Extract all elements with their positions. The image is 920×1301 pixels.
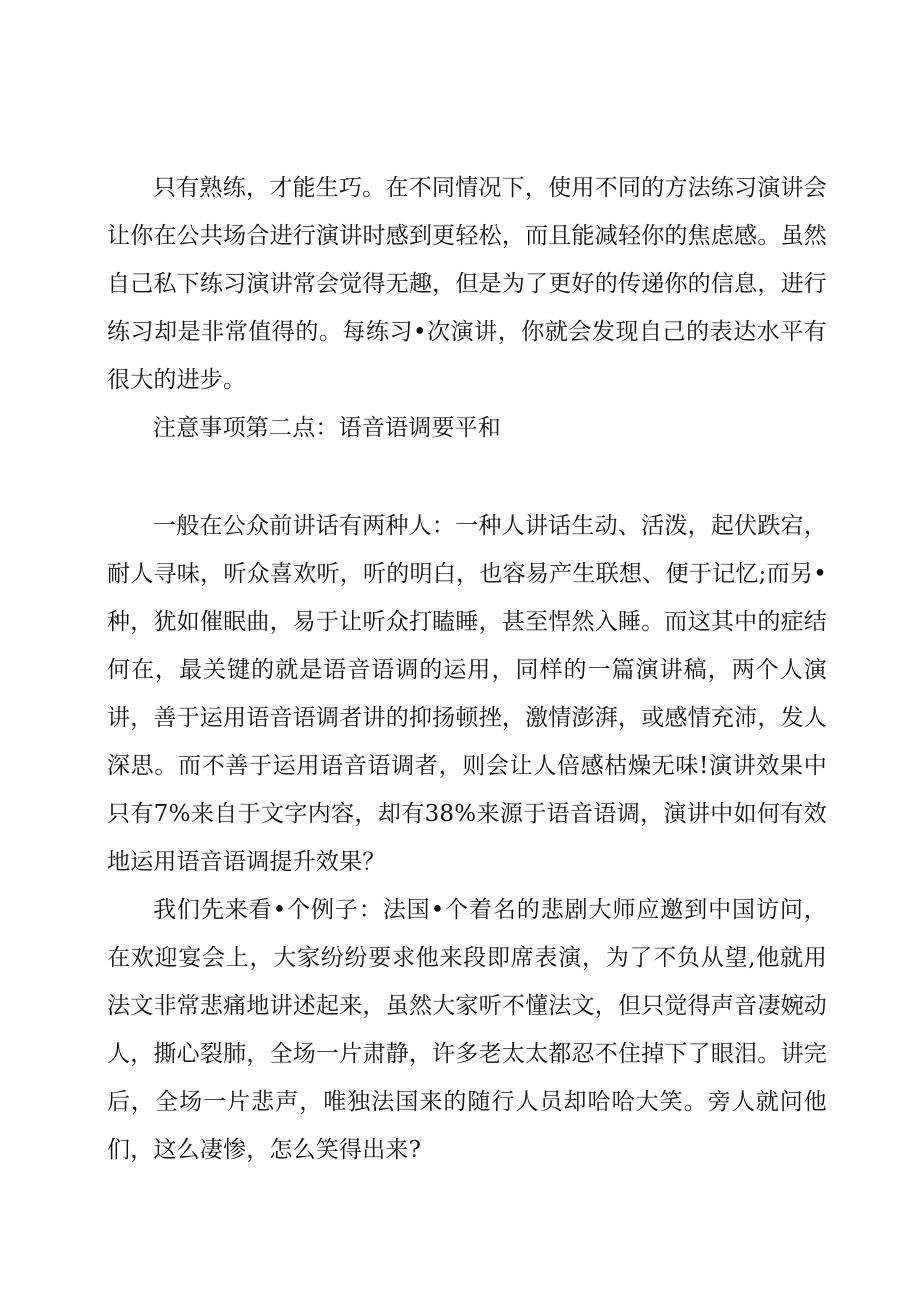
section-heading: 注意事项第二点：语音语调要平和 [153, 415, 501, 441]
paragraph-example: 我们先来看•个例子：法国•个着名的悲剧大师应邀到中国访问，在欢迎宴会上，大家纷纷要求他来段即席表演，为了不负从望,他就用法文非常悲痛地讲述起来，虽然大家听不懂法文，但只觉得声音凄婉动人，撕心裂肺，全场一片肃静，许多老太太都忍不住掉下了眼泪。讲完后，全场一片悲声，唯独法国来的随行人员却哈哈大笑。旁人就问他们，这么凄惨，怎么笑得出来? [107, 897, 827, 1163]
paragraph-intonation: 一般在公众前讲话有两种人：一种人讲话生动、活泼，起伏跌宕，耐人寻味，听众喜欢听，听的明白，也容易产生联想、便于记忆;而另•种，犹如催眠曲，易于让听众打瞌睡，甚至悍然入睡。而这其中的症结何在，最关键的就是语音语调的运用，同样的一篇演讲稿，两个人演讲，善于运用语音语调者讲的抑扬顿挫，激情澎湃，或感情充沛，发人深思。而不善于运用语音语调者，则会让人倍感枯燥无味!演讲效果中只有7%来自于文字内容，却有38%来源于语音语调，演讲中如何有效地运用语音语调提升效果？ [107, 513, 827, 875]
paragraph-practice: 只有熟练，才能生巧。在不同情况下，使用不同的方法练习演讲会让你在公共场合进行演讲时感到更轻松，而且能减轻你的焦虑感。虽然自己私下练习演讲常会觉得无趣，但是为了更好的传递你的信息，进行练习却是非常值得的。每练习•次演讲，你就会发现自己的表达水平有很大的进步。 [107, 175, 827, 393]
